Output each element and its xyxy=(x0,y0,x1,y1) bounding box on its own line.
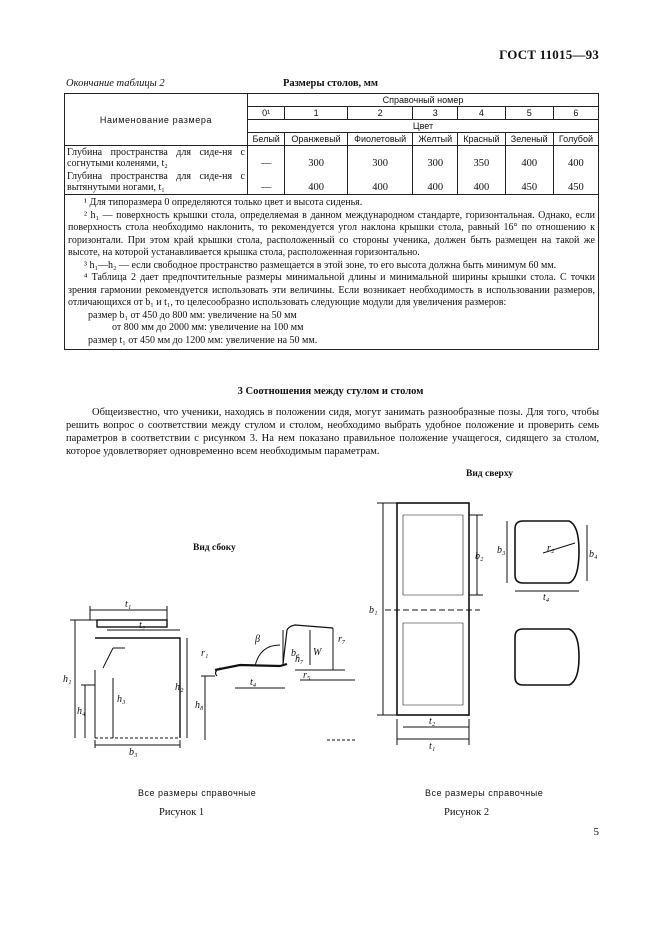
cell: 450 xyxy=(553,170,598,195)
color-cell: Фиолетовый xyxy=(347,133,413,146)
label-h4: h₄ xyxy=(77,706,86,717)
label-h8: h₈ xyxy=(195,700,204,711)
label-r7: r₇ xyxy=(338,634,346,645)
label-b3: b₃ xyxy=(129,747,138,758)
note-2: ² h₁ — поверхность крышки стола, определяемая в данном международном стандарте, горизонтальная. Однако, если поверхность стола необходимо наклонить, то рекомендуется угол наклона крышки стола, равный 16° по отношению к горизонтали. При этом край крышки стола, расположенный со стороны ученика, должен быть размещен на такой же высоте, на которой устанавливается крышка стола, расположенная горизонтально. xyxy=(68,209,595,258)
label-b2: b₂ xyxy=(291,648,300,659)
size-cell: 4 xyxy=(458,107,506,120)
figure2-view-label: Вид сверху xyxy=(466,469,513,479)
cell: 400 xyxy=(553,146,598,171)
label-b3: b₃ xyxy=(497,545,506,556)
color-cell: Зеленый xyxy=(505,133,553,146)
figure1-side-view-drawing xyxy=(55,590,370,770)
figure2-top-view-drawing xyxy=(365,495,610,780)
module-3: размер t₁ от 450 мм до 1200 мм: увеличение на 50 мм. xyxy=(88,334,318,346)
figure1-note: Все размеры справочные xyxy=(138,788,257,798)
color-cell: Белый xyxy=(248,133,285,146)
cell: 400 xyxy=(413,170,458,195)
module-1: размер b₁ от 450 до 800 мм: увеличение на 50 мм xyxy=(88,309,297,321)
label-t2: t₂ xyxy=(139,620,146,631)
chair-top-view-shape-2 xyxy=(515,629,579,685)
label-t2: t₂ xyxy=(429,716,436,727)
label-w: W xyxy=(313,647,322,658)
size-cell: 1 xyxy=(285,107,348,120)
cell: — xyxy=(248,170,285,195)
size-cell: 6 xyxy=(553,107,598,120)
label-b2: b₂ xyxy=(475,551,484,562)
label-b1: b₁ xyxy=(369,605,378,616)
cell: 450 xyxy=(505,170,553,195)
table-notes xyxy=(65,195,599,350)
sizes-table xyxy=(64,93,599,350)
label-h1: h₁ xyxy=(63,674,72,685)
label-h2: h₂ xyxy=(175,682,184,693)
note-4: ⁴ Таблица 2 дает предпочтительные размеры минимальной длины и минимальной ширины крышки стола. С точки зрения гармонии рекомендуется использовать эти величины. Если возникает необходимость в использовании размеров, отличающихся от b₁ и t₁, то целесообразно использовать следующие модули для увеличения размеров: xyxy=(68,272,595,308)
figure2-note: Все размеры справочные xyxy=(425,788,544,798)
name-header: Наименование размера xyxy=(65,94,248,146)
table-continuation-caption: Окончание таблицы 2 xyxy=(66,78,165,89)
standard-header: ГОСТ 11015—93 xyxy=(499,47,599,62)
color-cell: Оранжевый xyxy=(285,133,348,146)
chair-seat-shape xyxy=(215,664,287,670)
cell: 300 xyxy=(285,146,348,171)
note-1: ¹ Для типоразмера 0 определяются только цвет и высота сиденья. xyxy=(84,197,363,208)
label-r2: r₂ xyxy=(547,543,555,554)
color-header: Цвет xyxy=(248,120,599,133)
size-cell: 0¹ xyxy=(248,107,285,120)
size-cell: 2 xyxy=(347,107,413,120)
table-row xyxy=(65,170,599,195)
size-cell: 3 xyxy=(413,107,458,120)
cell: 400 xyxy=(505,146,553,171)
cell: 400 xyxy=(458,170,506,195)
section-paragraph: Общеизвестно, что ученики, находясь в положении сидя, могут занимать разнообразные позы. Для того, чтобы решить вопрос о соответствии между стулом и столом, необходимо выбрать удобное положение и проверить семь параметров в соответствии с рисунком 3. На нем показано правильное положение учащегося, сидящего за столом, которое удовлетворяет одновременно всем необходимым параметрам. xyxy=(66,407,599,457)
label-h3: h₃ xyxy=(117,694,126,705)
table-panel-shape xyxy=(103,648,113,668)
note-3: ³ h₁—h₂ — если свободное пространство размещается в этой зоне, то его высота должна быть минимум 60 мм. xyxy=(84,259,557,271)
figure2-caption: Рисунок 2 xyxy=(444,807,490,818)
size-cell: 5 xyxy=(505,107,553,120)
table-title: Размеры столов, мм xyxy=(282,78,379,89)
cell: 300 xyxy=(413,146,458,171)
label-t4: t₄ xyxy=(543,592,550,603)
label-r5: r₅ xyxy=(303,670,311,681)
label-beta: β xyxy=(255,634,260,645)
row-label: Глубина пространства для сиде-ня с вытянутыми ногами, t₁ xyxy=(65,170,248,195)
row-label: Глубина пространства для сиде-ня с согнутыми коленями, t₂ xyxy=(65,146,248,171)
cell: 300 xyxy=(347,146,413,171)
desk-outline-shape xyxy=(397,503,469,715)
table-row xyxy=(65,146,599,171)
cell: 400 xyxy=(347,170,413,195)
ref-header: Справочный номер xyxy=(248,94,599,107)
color-cell: Голубой xyxy=(553,133,598,146)
label-t1: t₁ xyxy=(429,741,436,752)
color-cell: Желтый xyxy=(413,133,458,146)
figure1-view-label: Вид сбоку xyxy=(193,543,236,553)
section-title: 3 Соотношения между стулом и столом xyxy=(237,386,424,397)
page-number: 5 xyxy=(593,826,599,838)
label-b4: b₄ xyxy=(589,549,598,560)
cell: 400 xyxy=(285,170,348,195)
cell: 350 xyxy=(458,146,506,171)
label-t1: t₁ xyxy=(125,599,132,610)
cell: — xyxy=(248,146,285,171)
color-cell: Красный xyxy=(458,133,506,146)
figure1-caption: Рисунок 1 xyxy=(159,807,205,818)
table-body-shape xyxy=(95,638,180,738)
label-r1: r₁ xyxy=(201,648,209,659)
label-t4: t₄ xyxy=(250,677,257,688)
module-2: от 800 мм до 2000 мм: увеличение на 100 мм xyxy=(112,322,304,333)
table-top-shape xyxy=(97,620,167,627)
label-h7: h₇ xyxy=(295,654,304,665)
